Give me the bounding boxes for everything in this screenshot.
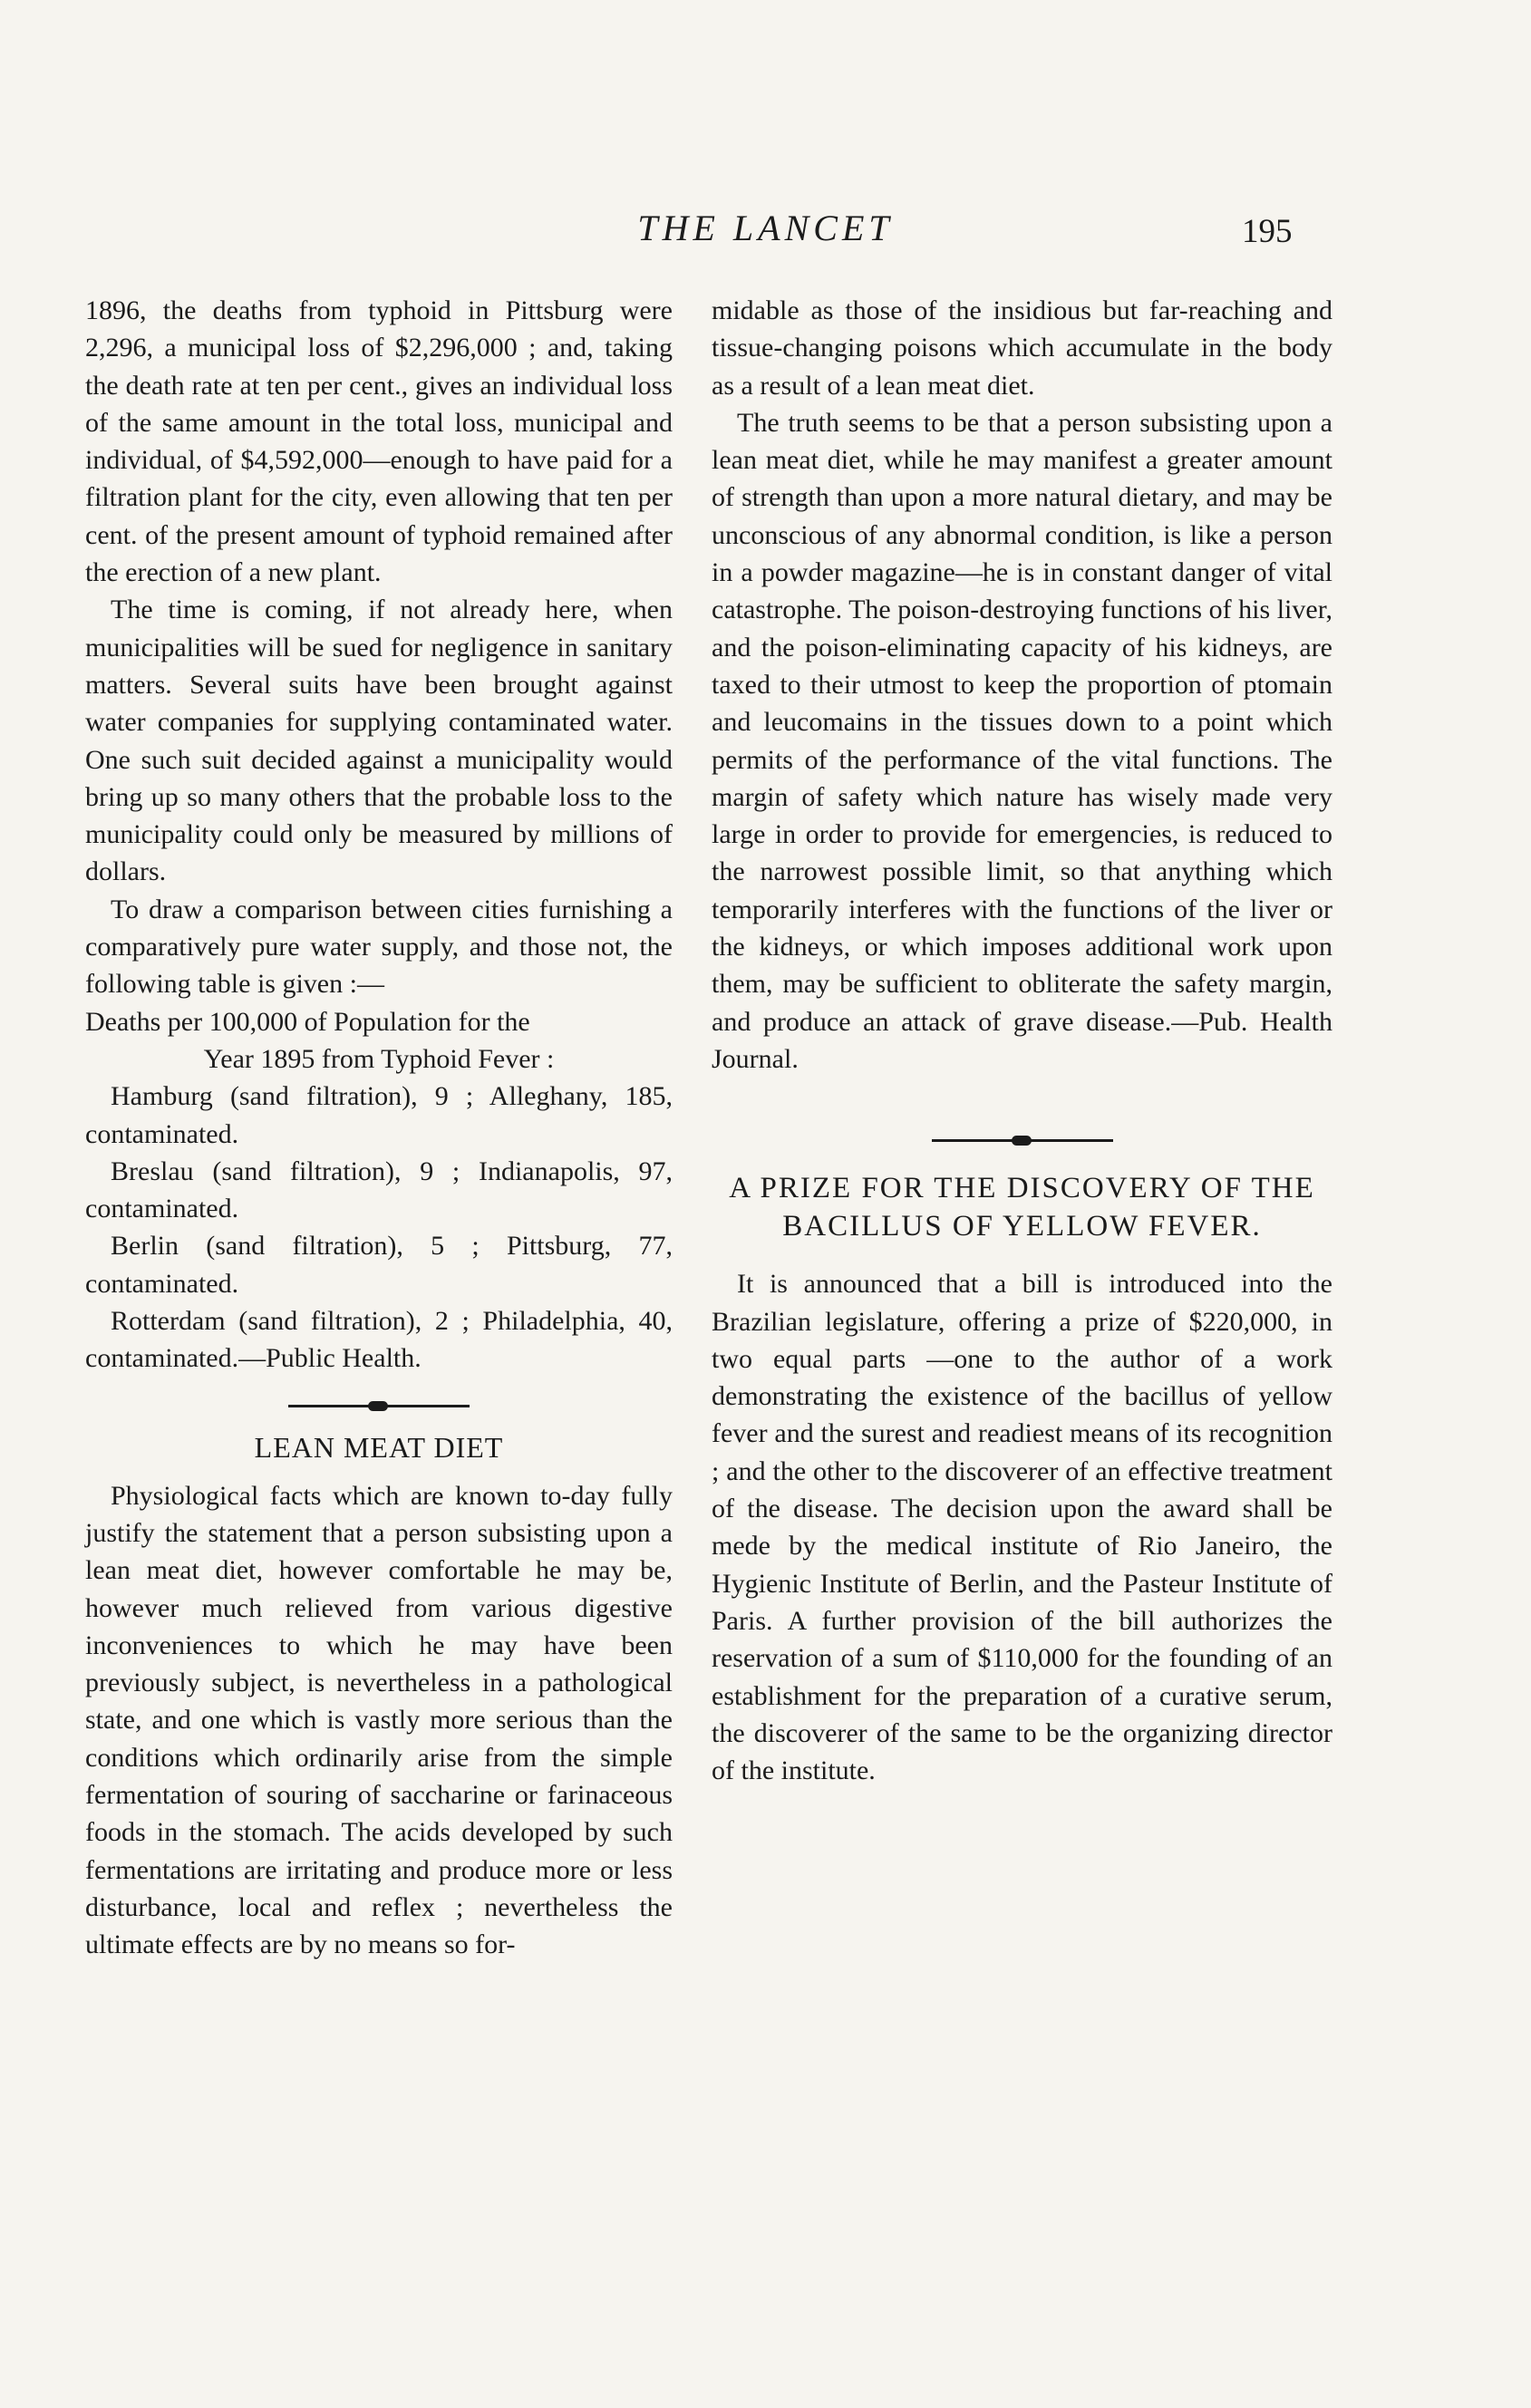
page-number: 195 [1242, 213, 1293, 250]
paragraph: It is announced that a bill is introduced into the Brazilian legislature, offering a prize of $220,000, in two equal parts —one to the author of a work demonstrating the existence of the bacillus of yellow fever and the surest and readiest means of its recognition ; and the other to the discoverer of an effective treatment of the disease. The decision upon the award shall be mede by the medical institute of Rio Janeiro, the Hygienic Institute of Berlin, and the Pasteur Institute of Paris. A further provision of the bill authorizes the reservation of a sum of $110,000 for the founding of an establishment for the preparation of a curative serum, the discoverer of the same to be the organizing director of the institute. [712, 1269, 1332, 1786]
paragraph: The truth seems to be that a person subsisting upon a lean meat diet, while he may manifest a greater amount of strength than upon a more natural dietary, and may be unconscious of any abnormal condition, is like a person in a powder magazine—he is in constant danger of vital catastrophe. The poison-destroying functions of his liver, and the poison-eliminating capacity of his kidneys, are taxed to their utmost to keep the proportion of ptomain and leucomains in the tissues down to a point which permits of the performance of the vital functions. The margin of safety which nature has wisely made very large in order to provide for emergencies, is reduced to the narrowest possible limit, so that anything which temporarily interferes with the functions of the liver or the kidneys, or which imposes additional work upon them, may be sufficient to obliterate the safety margin, and produce an attack of grave disease.—Pub. Health Journal. [712, 407, 1332, 1074]
section-divider [288, 1405, 470, 1407]
running-header: THE LANCET [637, 208, 894, 248]
table-heading-year: Year 1895 from Typhoid Fever : [203, 1043, 555, 1074]
paragraph: The time is coming, if not already here, when municipalities will be sued for negligence in sanitary matters. Several suits have been brought against water companies for supplying contaminated water. One such suit decided against a municipality would bring up so many others that the probable loss to the municipality could only be measured by millions of dollars. [85, 595, 673, 887]
table-row: Breslau (sand filtration), 9 ; Indianapolis, 97, contaminated. [85, 1156, 673, 1224]
paragraph: To draw a comparison between cities furnishing a comparatively pure water supply, and those not, the following table is given :— [85, 894, 673, 1000]
section-divider [932, 1139, 1113, 1142]
table-heading: Deaths per 100,000 of Population for the [85, 1006, 530, 1037]
section-heading: LEAN MEAT DIET [254, 1430, 504, 1464]
paragraph: Physiological facts which are known to-day fully justify the statement that a person subsisting upon a lean meat diet, however comfortable he may be, however much relieved from various digestive inconveniences to which he may have been previously subject, is nevertheless in a pathological state, and one which is vastly more serious than the conditions which ordinarily arise from the simple fermentation of souring of saccharine or farinaceous foods in the stomach. The acids developed by such fermentations are irritating and produce more or less disturbance, local and reflex ; nevertheless the ultimate effects are by no means so for- [85, 1480, 673, 1960]
right-column [712, 292, 1332, 1789]
left-column [85, 292, 673, 1963]
paragraph: 1896, the deaths from typhoid in Pittsburg were 2,296, a municipal loss of $2,296,000 ; and, taking the death rate at ten per cent., gives an individual loss of the same amount in the total loss, municipal and individual, of $4,592,000—enough to have paid for a filtration plant for the city, even allowing that ten per cent. of the present amount of typhoid remained after the erection of a new plant. [85, 295, 673, 588]
paragraph: midable as those of the insidious but far-reaching and tissue-changing poisons which accumulate in the body as a result of a lean meat diet. [712, 295, 1332, 401]
table-row: Rotterdam (sand filtration), 2 ; Philadelphia, 40, contaminated.—Public Health. [85, 1306, 673, 1374]
table-row: Hamburg (sand filtration), 9 ; Alleghany, 185, contaminated. [85, 1081, 673, 1149]
table-row: Berlin (sand filtration), 5 ; Pittsburg, 77, contaminated. [85, 1231, 673, 1299]
section-heading: A PRIZE FOR THE DISCOVERY OF THE BACILLUS OF YELLOW FEVER. [729, 1172, 1315, 1243]
